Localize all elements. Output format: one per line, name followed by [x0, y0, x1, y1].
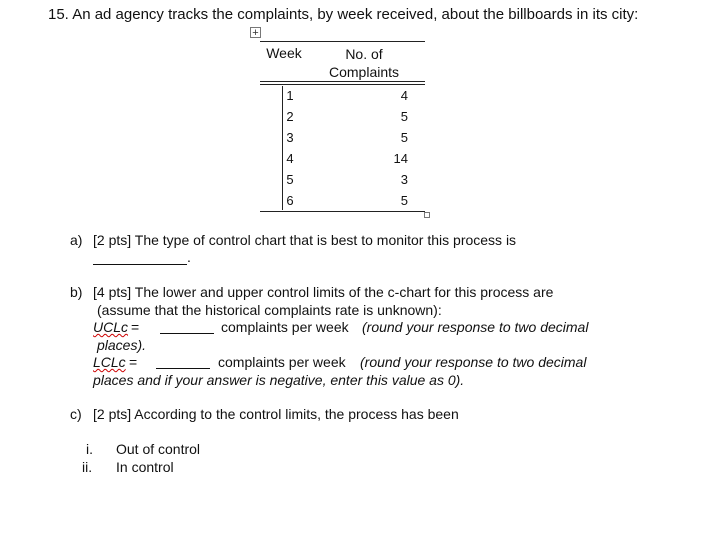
table-header-rule-2: [260, 84, 425, 85]
cell-complaints: 5: [400, 109, 408, 124]
option-text: Out of control: [116, 441, 201, 457]
part-b-line2: (assume that the historical complaints rate is unknown):: [97, 302, 442, 318]
part-c-label: c): [70, 406, 82, 422]
lcl-label: LCLc: [93, 354, 126, 370]
option-numeral: i.: [86, 441, 93, 457]
ucl-label: UCLc: [93, 319, 129, 335]
part-b-line1: [4 pts] The lower and upper control limits of the c-chart for this process are: [93, 284, 554, 300]
table-move-handle[interactable]: +: [250, 27, 261, 38]
cell-week: 2: [286, 109, 294, 124]
cell-week: 5: [286, 172, 294, 187]
ucl-note-line2: places).: [97, 337, 147, 353]
cell-complaints: 14: [393, 151, 408, 166]
table-header-rule: [260, 81, 425, 82]
part-a-period: .: [187, 249, 191, 265]
part-a-label: a): [70, 232, 83, 248]
cell-week: 3: [286, 130, 294, 145]
header-complaints: [318, 45, 410, 81]
part-a-text: [2 pts] The type of control chart that is best to monitor this process is: [93, 232, 517, 248]
cell-complaints: 4: [400, 88, 408, 103]
cell-complaints: 5: [400, 193, 408, 208]
ucl-note-line1: (round your response to two decimal: [362, 319, 589, 335]
header-complaints-line1: No. of: [345, 46, 383, 62]
table-top-rule: [260, 41, 425, 42]
ucl-answer-blank[interactable]: [160, 321, 214, 334]
ucl-equals: =: [131, 319, 140, 335]
part-c-text: [2 pts] According to the control limits, the process has been: [93, 406, 459, 422]
cell-complaints: 3: [400, 172, 408, 187]
week-column-divider: [282, 86, 297, 210]
part-b-label: b): [70, 284, 83, 300]
header-week: Week: [266, 45, 302, 61]
option-text: In control: [116, 459, 174, 475]
lcl-units: complaints per week: [218, 354, 346, 370]
lcl-note-line2: places and if your answer is negative, enter this value as 0).: [93, 372, 465, 388]
lcl-equals: =: [129, 354, 138, 370]
ucl-units: complaints per week: [221, 319, 349, 335]
header-complaints-line2: Complaints: [328, 64, 400, 80]
lcl-note-line1: (round your response to two decimal: [360, 354, 587, 370]
cell-week: 4: [286, 151, 294, 166]
option-numeral: ii.: [82, 459, 93, 475]
table-bottom-rule: [260, 211, 425, 212]
part-a-answer-blank[interactable]: [93, 252, 187, 265]
lcl-answer-blank[interactable]: [156, 356, 210, 369]
cell-complaints: 5: [400, 130, 408, 145]
cell-week: 1: [286, 88, 294, 103]
table-resize-handle[interactable]: [424, 212, 430, 218]
cell-week: 6: [286, 193, 294, 208]
question-title: 15. An ad agency tracks the complaints, by week received, about the billboards in its city:: [48, 6, 639, 23]
